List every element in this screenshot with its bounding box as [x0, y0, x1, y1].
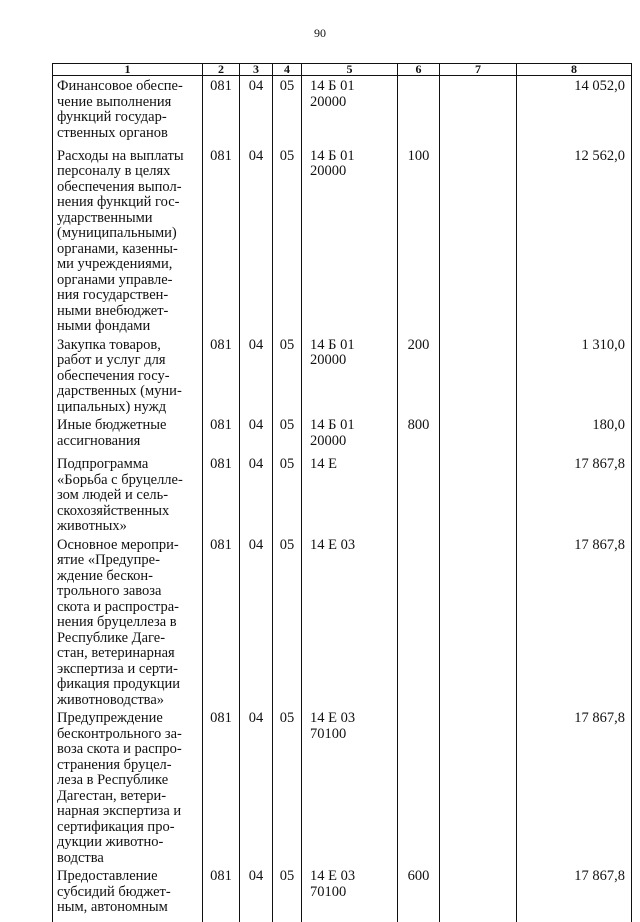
row-name: Предупреждение бесконтрольного за- воза скота и распро- странения бруцел- леза в Республике Дагестан, ветери- нарная экспертиза и сертификация про- дукции животно- водства — [53, 708, 203, 866]
section-code: 04 — [240, 146, 273, 335]
table-row — [53, 454, 632, 535]
admin-code: 081 — [203, 708, 240, 866]
table-row — [53, 415, 632, 454]
column-header-4: 4 — [273, 64, 302, 76]
subsection-code: 05 — [273, 454, 302, 535]
subsection-code: 05 — [273, 866, 302, 922]
row-name: Предоставление субсидий бюджет- ным, автономным — [53, 866, 203, 922]
table-row — [53, 708, 632, 866]
column-header-3: 3 — [240, 64, 273, 76]
column-7-value — [440, 454, 517, 535]
column-7-value — [440, 146, 517, 335]
target-article-code: 14 Б 01 20000 — [302, 146, 398, 335]
expense-type-code — [398, 76, 440, 146]
section-code: 04 — [240, 76, 273, 146]
column-header-1: 1 — [53, 64, 203, 76]
expense-type-code — [398, 454, 440, 535]
amount: 180,0 — [517, 415, 632, 454]
row-name: Финансовое обеспе- чение выполнения функций государ- ственных органов — [53, 76, 203, 146]
table-row — [53, 76, 632, 146]
column-header-5: 5 — [302, 64, 398, 76]
table-body — [53, 76, 632, 922]
page-number: 90 — [0, 26, 640, 41]
subsection-code: 05 — [273, 335, 302, 416]
amount: 17 867,8 — [517, 708, 632, 866]
column-7-value — [440, 866, 517, 922]
admin-code: 081 — [203, 454, 240, 535]
section-code: 04 — [240, 454, 273, 535]
column-header-8: 8 — [517, 64, 632, 76]
admin-code: 081 — [203, 866, 240, 922]
subsection-code: 05 — [273, 76, 302, 146]
table-row — [53, 146, 632, 335]
amount: 14 052,0 — [517, 76, 632, 146]
expense-type-code: 800 — [398, 415, 440, 454]
column-header-7: 7 — [440, 64, 517, 76]
amount: 17 867,8 — [517, 454, 632, 535]
subsection-code: 05 — [273, 415, 302, 454]
row-name: Расходы на выплаты персоналу в целях обеспечения выпол- нения функций гос- ударственными (муниципальными) органами, казенны- ми учреждениями, органами управле- ния государствен- ными внебюджет- ными фондами — [53, 146, 203, 335]
column-7-value — [440, 335, 517, 416]
expense-type-code: 600 — [398, 866, 440, 922]
table-row — [53, 866, 632, 922]
target-article-code: 14 Е 03 — [302, 535, 398, 709]
amount: 1 310,0 — [517, 335, 632, 416]
target-article-code: 14 Е — [302, 454, 398, 535]
amount: 12 562,0 — [517, 146, 632, 335]
subsection-code: 05 — [273, 535, 302, 709]
section-code: 04 — [240, 415, 273, 454]
admin-code: 081 — [203, 535, 240, 709]
target-article-code: 14 Б 01 20000 — [302, 415, 398, 454]
target-article-code: 14 Е 03 70100 — [302, 866, 398, 922]
row-name: Основное меропри- ятие «Предупре- ждение бескон- трольного завоза скота и распростра- нения бруцеллеза в Республике Даге- стан, ветеринарная экспертиза и серти- фикация продукции животноводства» — [53, 535, 203, 709]
subsection-code: 05 — [273, 708, 302, 866]
admin-code: 081 — [203, 415, 240, 454]
row-name: Иные бюджетные ассигнования — [53, 415, 203, 454]
row-name: Закупка товаров, работ и услуг для обеспечения госу- дарственных (муни- ципальных) нужд — [53, 335, 203, 416]
column-7-value — [440, 415, 517, 454]
admin-code: 081 — [203, 76, 240, 146]
row-name: Подпрограмма «Борьба с бруцелле- зом людей и сель- скохозяйственных животных» — [53, 454, 203, 535]
admin-code: 081 — [203, 335, 240, 416]
header-row — [53, 64, 632, 76]
table-row — [53, 535, 632, 709]
admin-code: 081 — [203, 146, 240, 335]
section-code: 04 — [240, 535, 273, 709]
expense-type-code: 100 — [398, 146, 440, 335]
amount: 17 867,8 — [517, 535, 632, 709]
target-article-code: 14 Б 01 20000 — [302, 335, 398, 416]
budget-table — [52, 63, 632, 922]
section-code: 04 — [240, 708, 273, 866]
target-article-code: 14 Е 03 70100 — [302, 708, 398, 866]
amount: 17 867,8 — [517, 866, 632, 922]
section-code: 04 — [240, 335, 273, 416]
column-7-value — [440, 708, 517, 866]
target-article-code: 14 Б 01 20000 — [302, 76, 398, 146]
column-7-value — [440, 76, 517, 146]
column-7-value — [440, 535, 517, 709]
subsection-code: 05 — [273, 146, 302, 335]
column-header-2: 2 — [203, 64, 240, 76]
section-code: 04 — [240, 866, 273, 922]
table-row — [53, 335, 632, 416]
expense-type-code — [398, 535, 440, 709]
expense-type-code — [398, 708, 440, 866]
column-header-6: 6 — [398, 64, 440, 76]
expense-type-code: 200 — [398, 335, 440, 416]
table-header — [53, 64, 632, 76]
